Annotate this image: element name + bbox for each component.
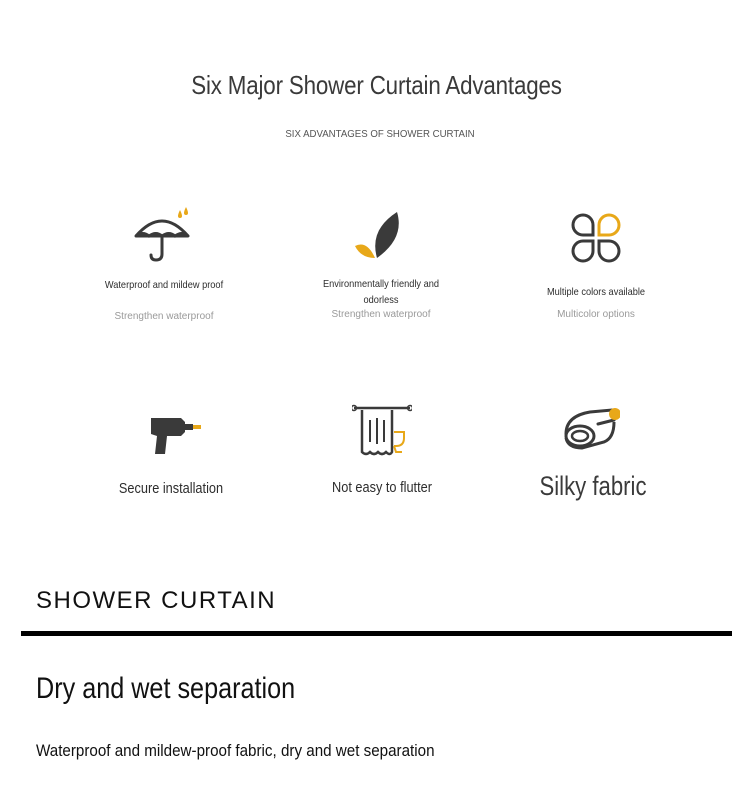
page-title: Six Major Shower Curtain Advantages [191, 70, 562, 100]
advantage-eco [321, 204, 441, 334]
leaf-icon [351, 208, 411, 268]
drill-icon [145, 404, 205, 464]
advantage-label: Secure installation [118, 480, 224, 497]
section-heading: Dry and wet separation [36, 672, 296, 705]
clover-icon [566, 208, 626, 268]
advantage-no-flutter [322, 400, 442, 510]
advantage-sub: Strengthen waterproof [114, 311, 214, 322]
section-title: SHOWER CURTAIN [36, 587, 277, 614]
fabric-roll-icon [560, 402, 620, 462]
page-subtitle: SIX ADVANTAGES OF SHOWER CURTAIN [285, 128, 475, 140]
advantage-label: Silky fabric [539, 471, 647, 501]
advantage-label: Environmentally friendly and odorless [322, 278, 440, 306]
umbrella-icon [132, 206, 192, 266]
advantage-sub: Strengthen waterproof [331, 309, 431, 320]
curtain-icon [352, 402, 412, 462]
advantage-waterproof [104, 204, 224, 334]
section-description: Waterproof and mildew-proof fabric, dry and wet separation [36, 742, 435, 760]
advantage-installation [111, 400, 231, 510]
advantage-label: Not easy to flutter [332, 479, 432, 496]
advantage-sub: Multicolor options [557, 309, 635, 320]
advantage-colors [536, 204, 656, 334]
advantage-fabric [518, 400, 668, 510]
advantage-label: Multiple colors available [546, 286, 646, 298]
advantage-label: Waterproof and mildew proof [104, 279, 224, 291]
section-divider [21, 631, 732, 636]
